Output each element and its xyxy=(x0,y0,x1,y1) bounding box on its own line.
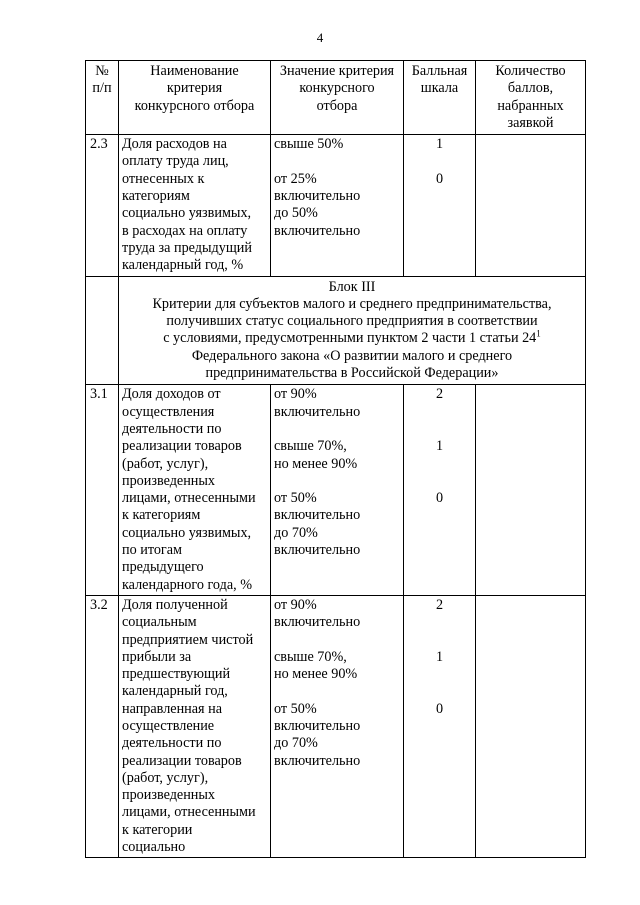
table-row xyxy=(86,385,586,596)
criterion-name: Доля расходов на оплату труда лиц, отнесенных к категориям социально уязвимых, в расходах на оплату труда за предыдущий календарный год, % xyxy=(119,135,271,276)
row-number: 2.3 xyxy=(86,135,119,276)
header-num: № п/п xyxy=(86,61,119,135)
block-title: Блок III Критерии для субъектов малого и среднего предпринимательства, получивших статус социального предприятия в соответствии с условиями, предусмотренными пунктом 2 части 1 статьи $24^1$ Федерального закона «О развитии малого и среднего предпринимательства в Российской Федерации» xyxy=(119,276,586,385)
header-count: Количество баллов, набранных заявкой xyxy=(476,61,586,135)
score-count-cell xyxy=(476,135,586,276)
header-name: Наименование критерия конкурсного отбора xyxy=(119,61,271,135)
criterion-values: от 90% включительно свыше 70%, но менее 90% от 50% включительно до 70% включительно xyxy=(271,595,404,857)
score-count-cell xyxy=(476,385,586,596)
criterion-scores: 2 1 0 xyxy=(404,385,476,596)
block-row xyxy=(86,276,586,385)
criterion-scores: 1 0 xyxy=(404,135,476,276)
criteria-table xyxy=(85,60,586,858)
header-scale: Балльная шкала xyxy=(404,61,476,135)
table-row xyxy=(86,135,586,276)
score-count-cell xyxy=(476,595,586,857)
page-number: 4 xyxy=(316,30,324,45)
criterion-scores: 2 1 0 xyxy=(404,595,476,857)
criterion-values: от 90% включительно свыше 70%, но менее 90% от 50% включительно до 70% включительно xyxy=(271,385,404,596)
criterion-values: свыше 50% от 25% включительно до 50% включительно xyxy=(271,135,404,276)
row-number: 3.2 xyxy=(86,595,119,857)
table-row xyxy=(86,595,586,857)
block-num-cell xyxy=(86,276,119,385)
criterion-name: Доля доходов от осуществления деятельности по реализации товаров (работ, услуг), произведенных лицами, отнесенными к категориям социально уязвимых, по итогам предыдущего календарного года, % xyxy=(119,385,271,596)
criterion-name: Доля полученной социальным предприятием чистой прибыли за предшествующий календарный год, направленная на осуществление деятельности по реализации товаров (работ, услуг), произведенных лицами, отнесенными к категории социально xyxy=(119,595,271,857)
row-number: 3.1 xyxy=(86,385,119,596)
header-value: Значение критерия конкурсного отбора xyxy=(271,61,404,135)
table-header-row xyxy=(86,61,586,135)
